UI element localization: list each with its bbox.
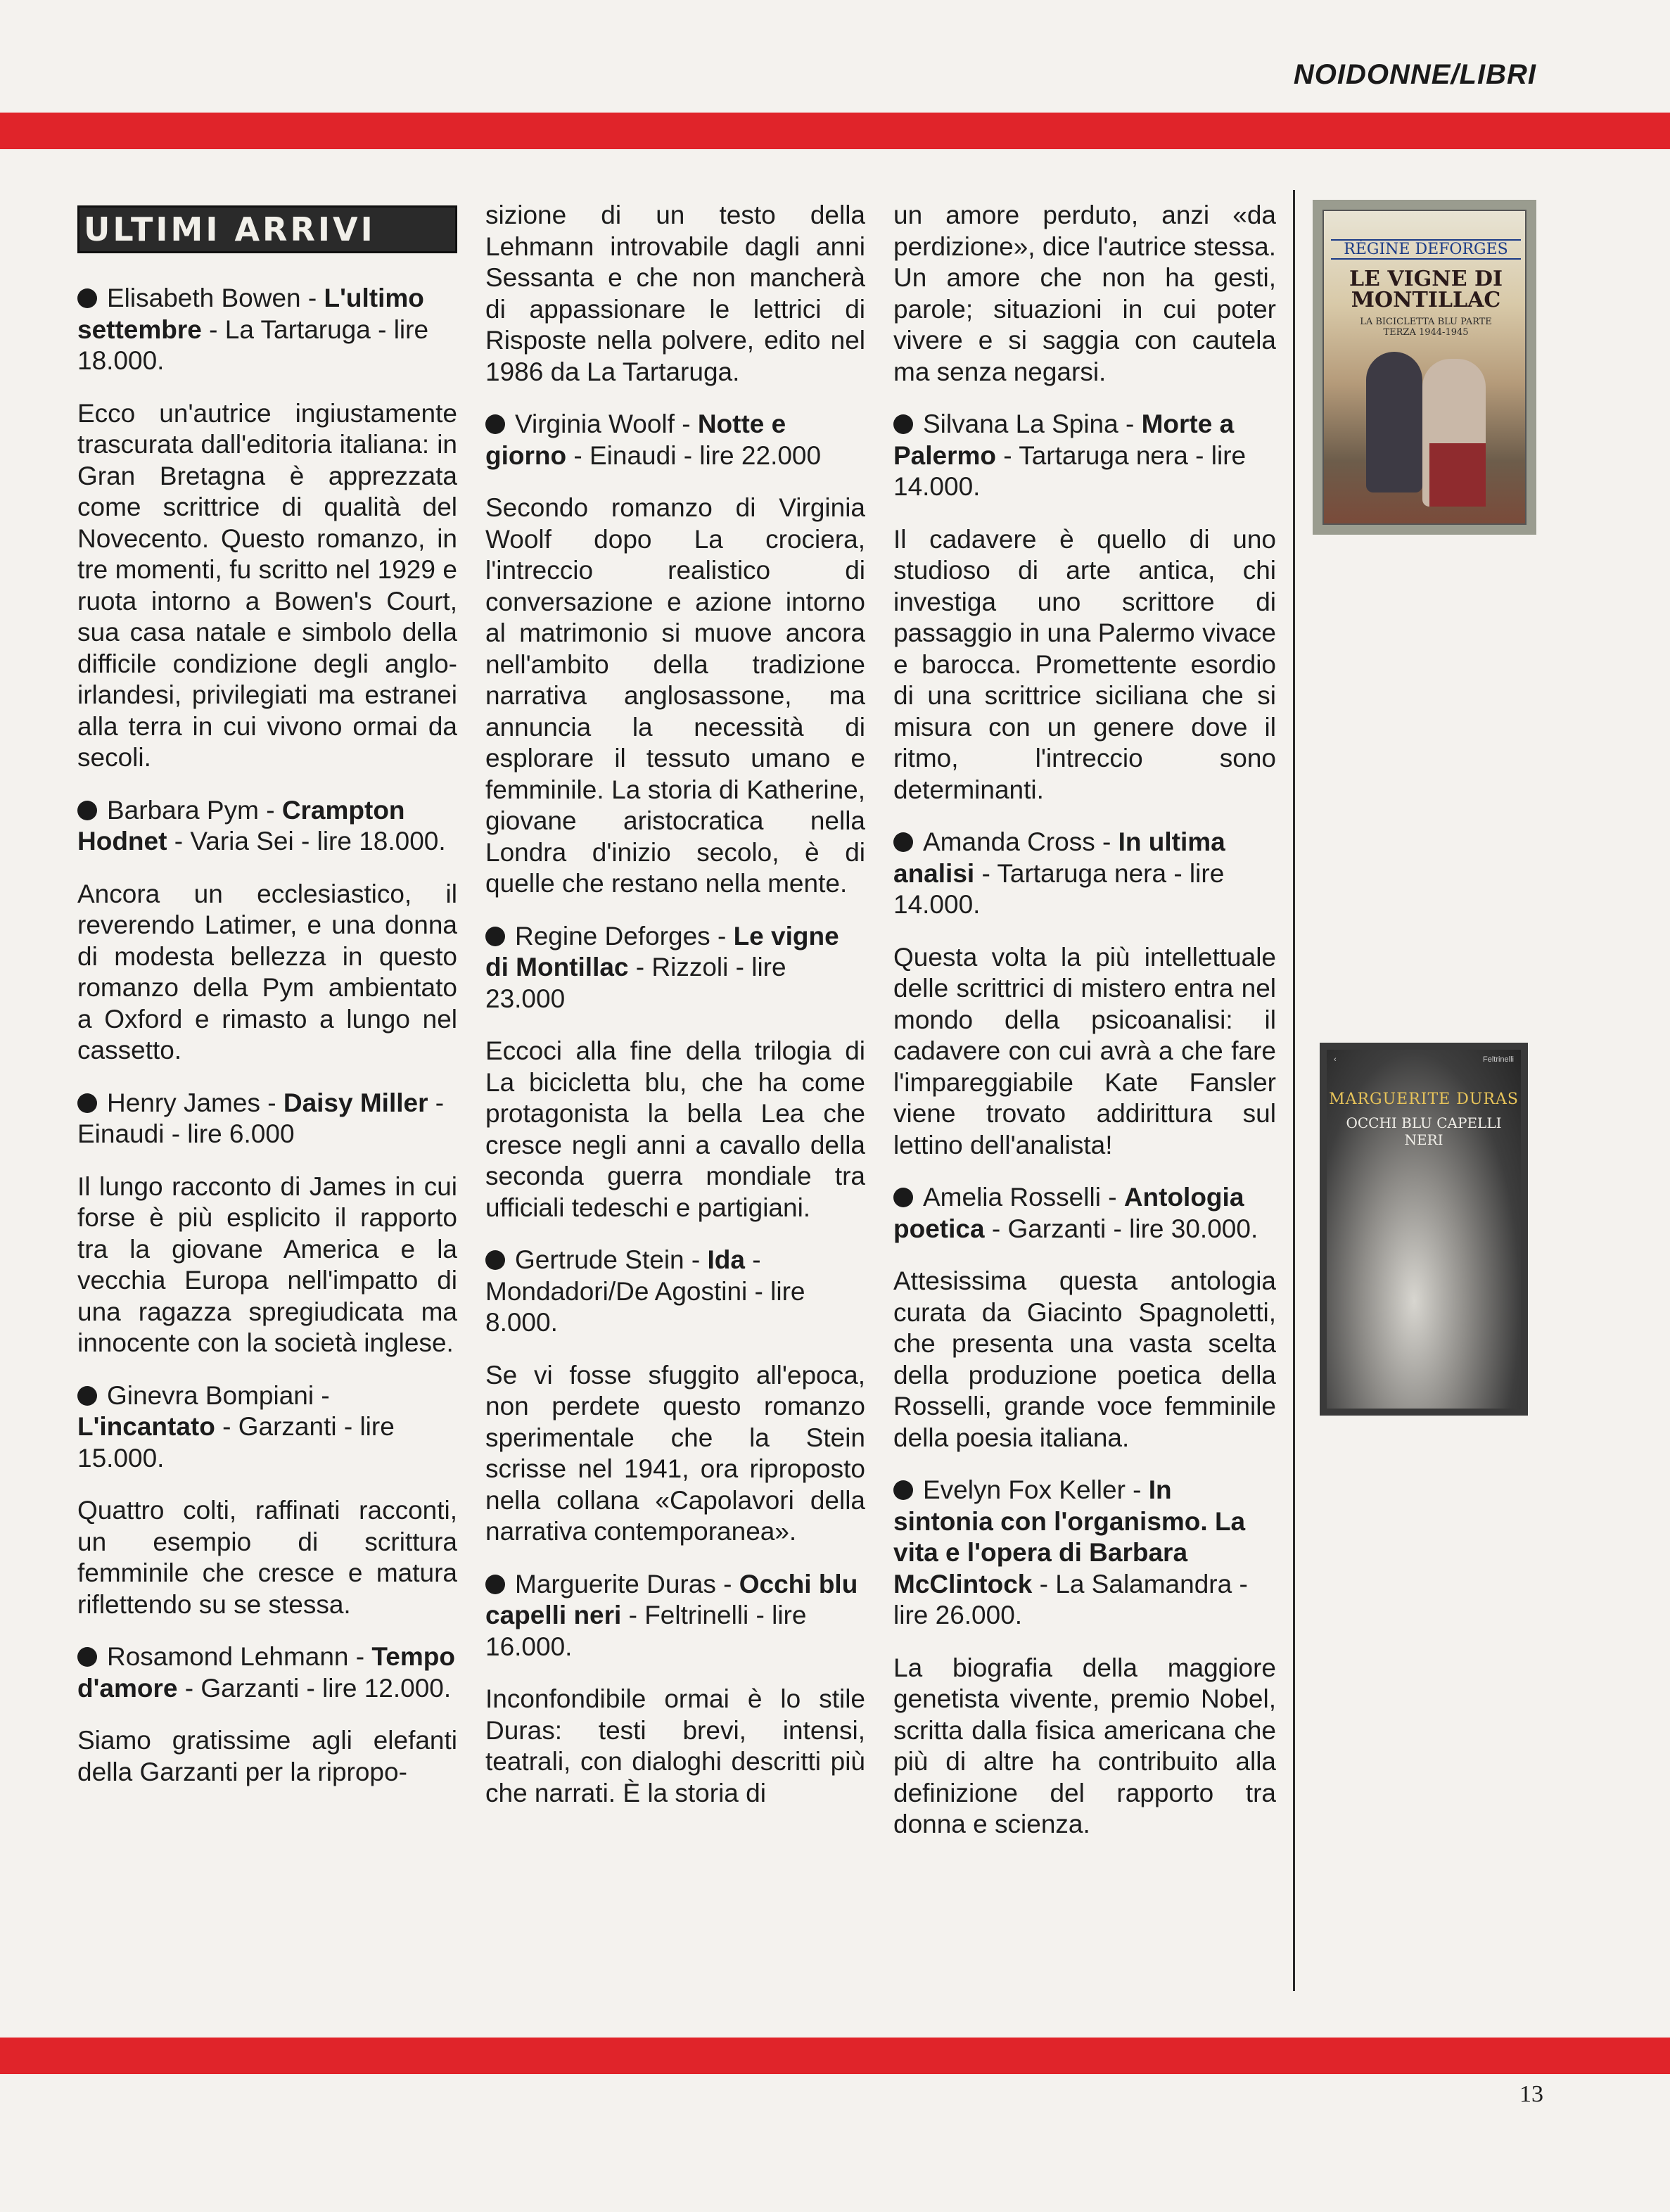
- bullet-icon: [893, 414, 913, 434]
- book-details: Einaudi - lire 22.000: [589, 440, 822, 470]
- book-title: Daisy Miller: [283, 1088, 428, 1117]
- book-author: Ginevra Bompiani: [107, 1380, 314, 1410]
- book-details: La Tartaruga - lire 18.000.: [77, 314, 429, 375]
- book-author: Amelia Rosselli: [923, 1183, 1101, 1212]
- book-details: La Salamandra - lire 26.000.: [893, 1569, 1248, 1629]
- bullet-icon: [893, 1480, 913, 1500]
- cover-figure-man: [1366, 352, 1422, 492]
- book-title: L'ultimo settembre: [77, 284, 424, 344]
- book-title: In sintonia con l'organismo. La vita e l'opera di Barbara McClintock: [893, 1475, 1246, 1598]
- book-title: Le vigne di Montillac: [485, 921, 839, 981]
- section-label: ULTIMI ARRIVI: [77, 205, 457, 253]
- bullet-icon: [485, 414, 505, 434]
- book-entry: Elisabeth Bowen - L'ultimo settembre - La Tartaruga - lire 18.000.: [77, 284, 429, 375]
- book-title: Crampton Hodnet: [77, 795, 405, 856]
- column-2: [485, 200, 865, 1830]
- book-details: Garzanti - lire 15.000.: [77, 1412, 395, 1473]
- book-entry: Gertrude Stein - Ida - Mondadori/De Agostini - lire 8.000.: [485, 1245, 805, 1337]
- book-title: Notte e giorno: [485, 409, 786, 470]
- book-entry: Silvana La Spina - Morte a Palermo - Tartaruga nera - lire 14.000.: [893, 409, 1247, 501]
- review-text: Inconfondibile ormai è lo stile Duras: testi brevi, intensi, teatrali, con dialoghi descritti più che narrati. È la storia di: [485, 1684, 865, 1807]
- book-author: Silvana La Spina: [923, 409, 1118, 438]
- cover-author: RÉGINE DEFORGES: [1331, 239, 1521, 260]
- book-details: Einaudi - lire 6.000: [77, 1119, 295, 1148]
- cover-subtitle: LA BICICLETTA BLU PARTE TERZA 1944-1945: [1360, 317, 1492, 338]
- review-text: Secondo romanzo di Virginia Woolf dopo La crociera, l'intreccio realistico di conversazione e azione intorno al matrimonio si muove ancora nell'ambito della tradizione narrativa anglosassone, ma annuncia la necessità di esplorare il tessuto umano e femminile. La storia di Katherine, giovane aristocratica nella Londra d'inizio secolo, è di quelle che restano nella mente.: [485, 493, 865, 898]
- book-author: Regine Deforges: [515, 921, 710, 951]
- bullet-icon: [77, 1647, 97, 1667]
- book-title: In ultima analisi: [893, 827, 1225, 888]
- book-title: Antologia poetica: [893, 1183, 1244, 1243]
- review-text: Attesissima questa antologia curata da Giacinto Spagnoletti, che presenta una vasta scelta della produzione poetica della Rosselli, grande voce femminile della poesia italiana.: [893, 1266, 1276, 1452]
- review-text: sizione di un testo della Lehmann introvabile dagli anni Sessanta e che non mancherà di appassionare le lettrici di Risposte nella polvere, edito nel 1986 da La Tartaruga.: [485, 201, 865, 386]
- book-entry: Evelyn Fox Keller - In sintonia con l'organismo. La vita e l'opera di Barbara McClintock - La Salamandra - lire 26.000.: [893, 1475, 1248, 1629]
- bottom-red-stripe: [0, 2038, 1670, 2074]
- review-text: La biografia della maggiore genetista vivente, premio Nobel, scritta dalla fisica americana che più di altre ha contribuito alla definizione del rapporto tra donna e scienza.: [893, 1653, 1276, 1838]
- bullet-icon: [893, 1188, 913, 1207]
- book-title: L'incantato: [77, 1412, 215, 1441]
- bullet-icon: [485, 1250, 505, 1270]
- column-2-body: [485, 200, 865, 1809]
- book-cover-deforges: [1313, 200, 1536, 535]
- book-title: Morte a Palermo: [893, 409, 1235, 470]
- cover-figure-skirt: [1429, 443, 1486, 507]
- cover-title: OCCHI BLU CAPELLI NERI: [1346, 1114, 1502, 1148]
- review-text: Eccoci alla fine della trilogia di La bicicletta blu, che ha come protagonista la bella Lea che cresce negli anni a cavallo della seconda guerra mondiale tra ufficiali tedeschi e partigiani.: [485, 1036, 865, 1222]
- book-details: Feltrinelli - lire 16.000.: [485, 1601, 807, 1661]
- book-cover-duras: [1320, 1043, 1528, 1416]
- book-details: Varia Sei - lire 18.000.: [190, 827, 446, 856]
- section-header: NOIDONNE/LIBRI: [1293, 59, 1536, 90]
- book-title: Tempo d'amore: [77, 1642, 455, 1703]
- review-text: Il lungo racconto di James in cui forse è più esplicito il rapporto tra la giovane America e la vecchia Europa nell'impatto di una ragazza spregiudicata ma innocente con la società inglese.: [77, 1171, 457, 1357]
- book-entry: Rosamond Lehmann - Tempo d'amore - Garzanti - lire 12.000.: [77, 1642, 455, 1703]
- book-details: Mondadori/De Agostini - lire 8.000.: [485, 1276, 805, 1337]
- book-entry: Regine Deforges - Le vigne di Montillac - Rizzoli - lire 23.000: [485, 921, 839, 1013]
- cover-publisher: Feltrinelli: [1482, 1055, 1514, 1064]
- review-text: Se vi fosse sfuggito all'epoca, non perdete questo romanzo sperimentale che la Stein scrisse nel 1941, ora riproposto nella collana «Capolavori della narrativa contemporanea».: [485, 1360, 865, 1546]
- book-entry: Amanda Cross - In ultima analisi - Tartaruga nera - lire 14.000.: [893, 827, 1225, 919]
- column-1-body: [77, 283, 457, 1788]
- bullet-icon: [485, 927, 505, 946]
- cover-art: [1327, 1050, 1521, 1409]
- bullet-icon: [77, 288, 97, 308]
- book-title: Occhi blu capelli neri: [485, 1569, 858, 1629]
- book-entry: Henry James - Daisy Miller - Einaudi - lire 6.000: [77, 1088, 445, 1148]
- book-entry: Barbara Pym - Crampton Hodnet - Varia Sei - lire 18.000.: [77, 795, 446, 856]
- book-details: Tartaruga nera - lire 14.000.: [893, 858, 1225, 919]
- book-details: Garzanti - lire 30.000.: [1007, 1214, 1258, 1243]
- book-entry: Ginevra Bompiani - L'incantato - Garzanti - lire 15.000.: [77, 1380, 395, 1473]
- book-details: Garzanti - lire 12.000.: [200, 1673, 452, 1703]
- cover-publisher-line: [1334, 1055, 1514, 1064]
- book-author: Henry James: [107, 1088, 260, 1117]
- book-author: Amanda Cross: [923, 827, 1095, 856]
- book-author: Marguerite Duras: [515, 1569, 716, 1598]
- bullet-icon: [77, 1093, 97, 1113]
- review-text: Questa volta la più intellettuale delle scrittrici di mistero entra nel mondo della psicoanalisi: il cadavere con cui avrà a che fare l'impareggiabile Kate Fansler viene trovato addirittura sul lettino dell'analista!: [893, 942, 1276, 1159]
- cover-art: [1322, 210, 1526, 525]
- bullet-icon: [893, 832, 913, 852]
- book-author: Evelyn Fox Keller: [923, 1475, 1126, 1504]
- bullet-icon: [77, 1386, 97, 1406]
- cover-author: MARGUERITE DURAS: [1329, 1091, 1519, 1108]
- column-1: [77, 205, 457, 1809]
- book-details: Tartaruga nera - lire 14.000.: [893, 440, 1247, 501]
- column-3: [893, 200, 1276, 1862]
- review-text: Quattro colti, raffinati racconti, un esempio di scrittura femminile che cresce e matura riflettendo su se stessa.: [77, 1496, 457, 1619]
- column-divider: [1293, 190, 1295, 1991]
- book-author: Gertrude Stein: [515, 1245, 684, 1274]
- top-red-stripe: [0, 113, 1670, 149]
- review-text: Il cadavere è quello di uno studioso di arte antica, chi investiga uno scrittore di passaggio in una Palermo vivace e barocca. Promettente esordio di una scrittrice siciliana che si misura con un genere dove il ritmo, l'intreccio sono determinanti.: [893, 524, 1276, 804]
- book-entry: Amelia Rosselli - Antologia poetica - Garzanti - lire 30.000.: [893, 1183, 1258, 1243]
- cover-title: LE VIGNE DI MONTILLAC: [1349, 267, 1503, 312]
- book-entry: Virginia Woolf - Notte e giorno - Einaudi - lire 22.000: [485, 409, 822, 470]
- book-entry: Marguerite Duras - Occhi blu capelli neri - Feltrinelli - lire 16.000.: [485, 1569, 858, 1661]
- cover-publisher-mark: ‹: [1334, 1055, 1337, 1064]
- book-author: Barbara Pym: [107, 795, 259, 825]
- column-3-body: [893, 200, 1276, 1841]
- book-author: Rosamond Lehmann: [107, 1642, 349, 1671]
- review-text: Ancora un ecclesiastico, il reverendo Latimer, e una donna di modesta bellezza in questo romanzo della Pym ambientato a Oxford e rimasto a lungo nel cassetto.: [77, 879, 457, 1064]
- book-title: Ida: [707, 1245, 745, 1274]
- book-details: Rizzoli - lire 23.000: [485, 953, 786, 1013]
- bullet-icon: [77, 801, 97, 820]
- review-text: Siamo gratissime agli elefanti della Garzanti per la ripropo-: [77, 1726, 457, 1786]
- review-text: un amore perduto, anzi «da perdizione», dice l'autrice stessa. Un amore che non ha gesti, parole; situazioni in cui poter vivere e si saggia con cautela ma senza negarsi.: [893, 201, 1276, 386]
- bullet-icon: [485, 1575, 505, 1594]
- page-number: 13: [1519, 2081, 1543, 2107]
- book-author: Elisabeth Bowen: [107, 284, 301, 312]
- book-author: Virginia Woolf: [515, 409, 675, 438]
- review-text: Ecco un'autrice ingiustamente trascurata dall'editoria italiana: in Gran Bretagna è apprezzata come scrittrice di qualità del Novecento. Questo romanzo, in tre momenti, fu scritto nel 1929 e ruota intorno a Bowen's Court, sua casa natale e simbolo della difficile condizione degli anglo-irlandesi, privilegiati ma estranei alla terra in cui vivono ormai da secoli.: [77, 398, 457, 772]
